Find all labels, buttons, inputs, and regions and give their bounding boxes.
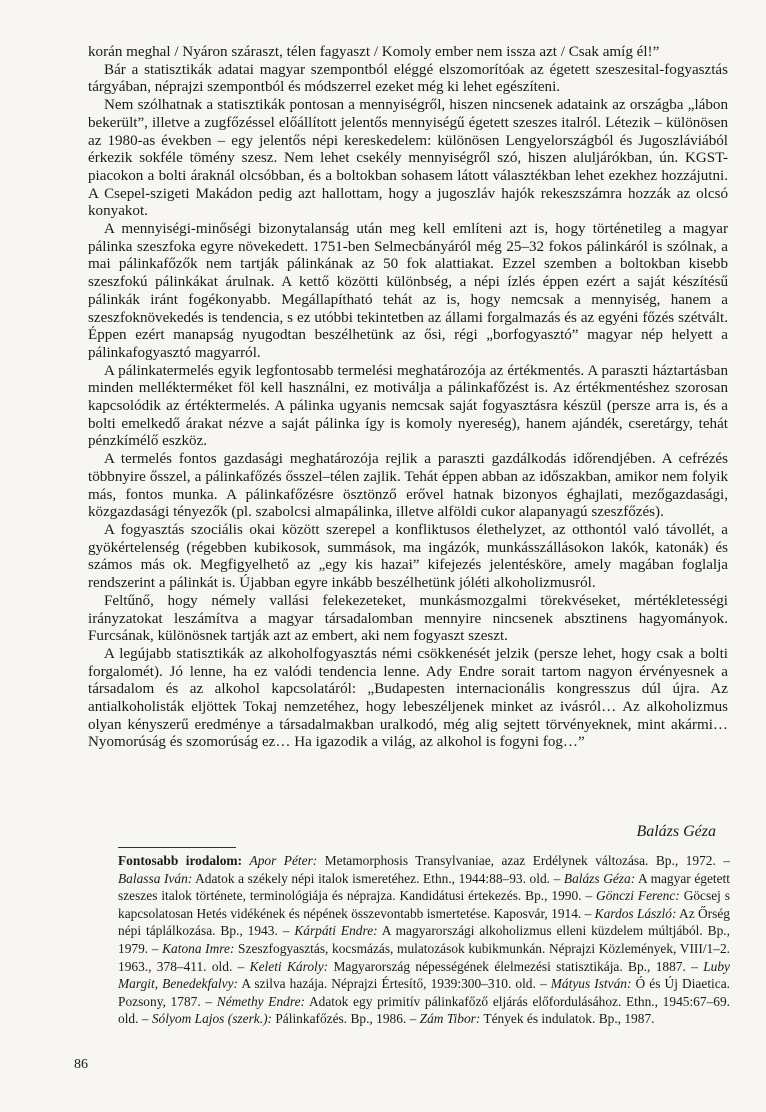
bibliography-label: Fontosabb irodalom: (118, 853, 243, 868)
bibliography-entry-text: Metamorphosis Transylvaniae, azaz Erdélynek változása. Bp., 1972. – (317, 853, 730, 868)
bibliography-author: Zám Tibor: (419, 1011, 481, 1027)
paragraph: A pálinkatermelés egyik legfontosabb termelési meghatározója az értékmentés. A paraszti háztartásban minden mellékterméket föl kell használni, ez motiválja a pálinkafőzést is. Az értékmentéshez szorosan kapcsolódik az értéktermelés. A pálinka ugyanis nemcsak saját fogyasztásra készül (persze arra is, és a bolti emelkedő árakat nézve a saját pálinka így is komoly nyereség), hanem ajándék, cseretárgy, tehát pénzkímélő eszköz. (88, 362, 728, 450)
bibliography-author: Apor Péter: (249, 853, 318, 868)
bibliography-author: Mátyus István: (550, 976, 632, 992)
bibliography-entry-text: Az Őrség népi táplálkozása. Bp., 1943. – (118, 905, 730, 939)
paragraph: Feltűnő, hogy némely vallási felekezeteket, munkásmozgalmi törekvéseket, mértékletességi irányzatokat leszámítva a magyar társadalomban mennyire nincsenek absztinens hagyományok. Furcsának, különösnek tartják azt az embert, aki nem fogyaszt szeszt. (88, 592, 728, 645)
bibliography-author: Kardos László: (594, 905, 677, 921)
bibliography-entries (118, 853, 730, 1026)
bibliography-author: Luby Margit, Benedekfalvy: (118, 958, 730, 992)
article-body (88, 44, 728, 752)
bibliography-entry-text: Szeszfogyasztás, kocsmázás, mulatozások kubikmunkán. Néprajzi Közlemények, VIII/1–2. 1963., 378–411. old. – (118, 940, 730, 974)
paragraph: Bár a statisztikák adatai magyar szempontból eléggé elszomorítóak az égetett szeszesital-fogyasztás tárgyában, néprajzi szempontból és módszerrel ezeket még ki lehet egészíteni. (88, 61, 728, 96)
paragraph: Nem szólhatnak a statisztikák pontosan a mennyiségről, hiszen nincsenek adataink az országba „lábon bekerült”, illetve a zugfőzéssel előállított jelentős mennyiségű égetett szeszes italról. Létezik – különösen az 1980-as években – egy jelentős népi kereskedelem: különösen Lengyelországból és Jugoszláviából érkezik sokféle tömény szesz. Nem lehet csekély mennyiségről szó, hiszen aluljárókban, ún. KGST-piacokon a bolti áraknál olcsóbban, és a boltokban sohasem látott választékban lehet ezekhez hozzájutni. A Csepel-szigeti Makádon pedig azt hallottam, hogy a jugoszláv hajók rekeszszámra hozzák az olcsó konyakot. (88, 97, 728, 220)
bibliography-author: Sólyom Lajos (szerk.): (151, 1011, 272, 1027)
paragraph: A fogyasztás szociális okai között szerepel a konfliktusos élethelyzet, az otthontól való távollét, a gyökértelenség (régebben kubikosok, summások, ma ingázók, munkásszállásokon lakók, katonák) és számos más ok. Megfigyelhető az „egy kis hazai” kifejezés jelentésköre, amely magában foglalja rendszerint a pálinkát is. Újabban egyre inkább beszélhetünk jóléti alkoholizmusról. (88, 521, 728, 592)
bibliography-author: Katona Imre: (162, 940, 235, 956)
page-number: 86 (74, 1057, 88, 1072)
bibliography-entry-text: Magyarország népességének élelmezési statisztikája. Bp., 1887. – (328, 958, 704, 974)
bibliography-entry-text: Adatok egy primitív pálinkafőző eljárás előfordulásához. Ethn., 1945:67–69. old. – (118, 993, 731, 1027)
bibliography-author: Némethy Endre: (216, 993, 305, 1009)
bibliography-entry-text: Adatok a székely népi italok ismeretéhez. Ethn., 1944:88–93. old. – (192, 870, 564, 886)
author-signature: Balázs Géza (636, 823, 716, 840)
bibliography-entry-text: Ó és Új Diaetica. Pozsony, 1787. – (118, 976, 730, 1009)
bibliography-entry-text: Tények és indulatok. Bp., 1987. (480, 1011, 655, 1027)
bibliography-entry-text: Pálinkafőzés. Bp., 1986. – (272, 1011, 420, 1027)
bibliography-author: Keleti Károly: (249, 958, 329, 974)
paragraph: A mennyiségi-minőségi bizonytalanság után meg kell említeni azt is, hogy történetileg a magyar pálinka szeszfoka egyre növekedett. 1751-ben Selmecbányáról még 25–32 fokos pálinkáról is szólnak, a mai pálinkafőzők nem tartják pálinkának az 50 fok alattiakat. Ezzel szemben a boltokban kisebb szeszfokú pálinkákat árulnak. A kettő közötti különbség, a népi ízlés éppen ezért a saját készítésű pálinkák iránt fogékonyabb. Megállapítható tehát az is, hogy nemcsak a mennyiség, hanem a szeszfoknövekedés is tendencia, s ez utóbbi tekintetben az állami forgalmazás és az egyéni főzés szétvált. Éppen ezért manapság nyugodtan beszélhetünk az ősi, régi „borfogyasztó” magyar nép helyett a pálinkafogyasztó magyarról. (88, 221, 728, 361)
paragraph: korán meghal / Nyáron száraszt, télen fagyaszt / Komoly ember nem issza azt / Csak amíg él!” (88, 44, 660, 60)
bibliography-entry-text: A szilva hazája. Néprajzi Értesítő, 1939:300–310. old. – (237, 976, 551, 992)
bibliography-author: Gönczi Ferenc: (596, 888, 680, 904)
bibliography-author: Balassa Iván: (118, 870, 193, 886)
paragraph: A legújabb statisztikák az alkoholfogyasztás némi csökkenését jelzik (persze lehet, hogy csak a bolti forgalomét). Jó lenne, ha ez valódi tendencia lenne. Ady Endre sorait tartom nagyon érvényesnek a társadalom és az alkohol kapcsolatáról: „Budapesten internacionális kongresszus dúl újra. Az antialkoholisták eljöttek Tokaj nemzetéhez, hogy lebeszéljenek minket az ivásról… Az alkoholizmus olyan kényszerű eredménye a társadalmakban uralkodó, még alig sejtett törvényeknek, mint akármi… Nyomorúság és szomorúság ez… Ha igazodik a világ, az alkohol is fogyni fog…” (88, 645, 728, 751)
bibliography-author: Balázs Géza: (563, 870, 636, 886)
bibliography-entry-text: Göcsej s kapcsolatosan Hetés vidékének és népének összevontabb ismertetése. Kaposvár, 1914. – (118, 888, 730, 921)
paragraph: A termelés fontos gazdasági meghatározója rejlik a paraszti gazdálkodás időrendjében. A cefrézés többnyire ősszel, a pálinkafőzés ősszel–télen zajlik. Tehát éppen abban az időszakban, amikor nem folyik más, fontos munka. A pálinkafőzésre ösztönző erővel hatnak bizonyos éghajlati, mezőgazdasági, közgazdasági tényezők (pl. szabolcsi almapálinka, illetve alföldi cukor alapanyagú szeszfőzés). (88, 451, 728, 521)
bibliography-author: Kárpáti Endre: (294, 923, 378, 939)
bibliography-rule (118, 847, 236, 848)
bibliography-entry-text: A magyar égetett szeszes italok története, terminológiája és néprajza. Kandidátusi értekezés. Bp., 1990. – (118, 870, 731, 904)
bibliography (118, 852, 730, 1028)
bibliography-entry-text: A magyarországi alkoholizmus elleni küzdelem múltjából. Bp., 1979. – (118, 923, 730, 956)
